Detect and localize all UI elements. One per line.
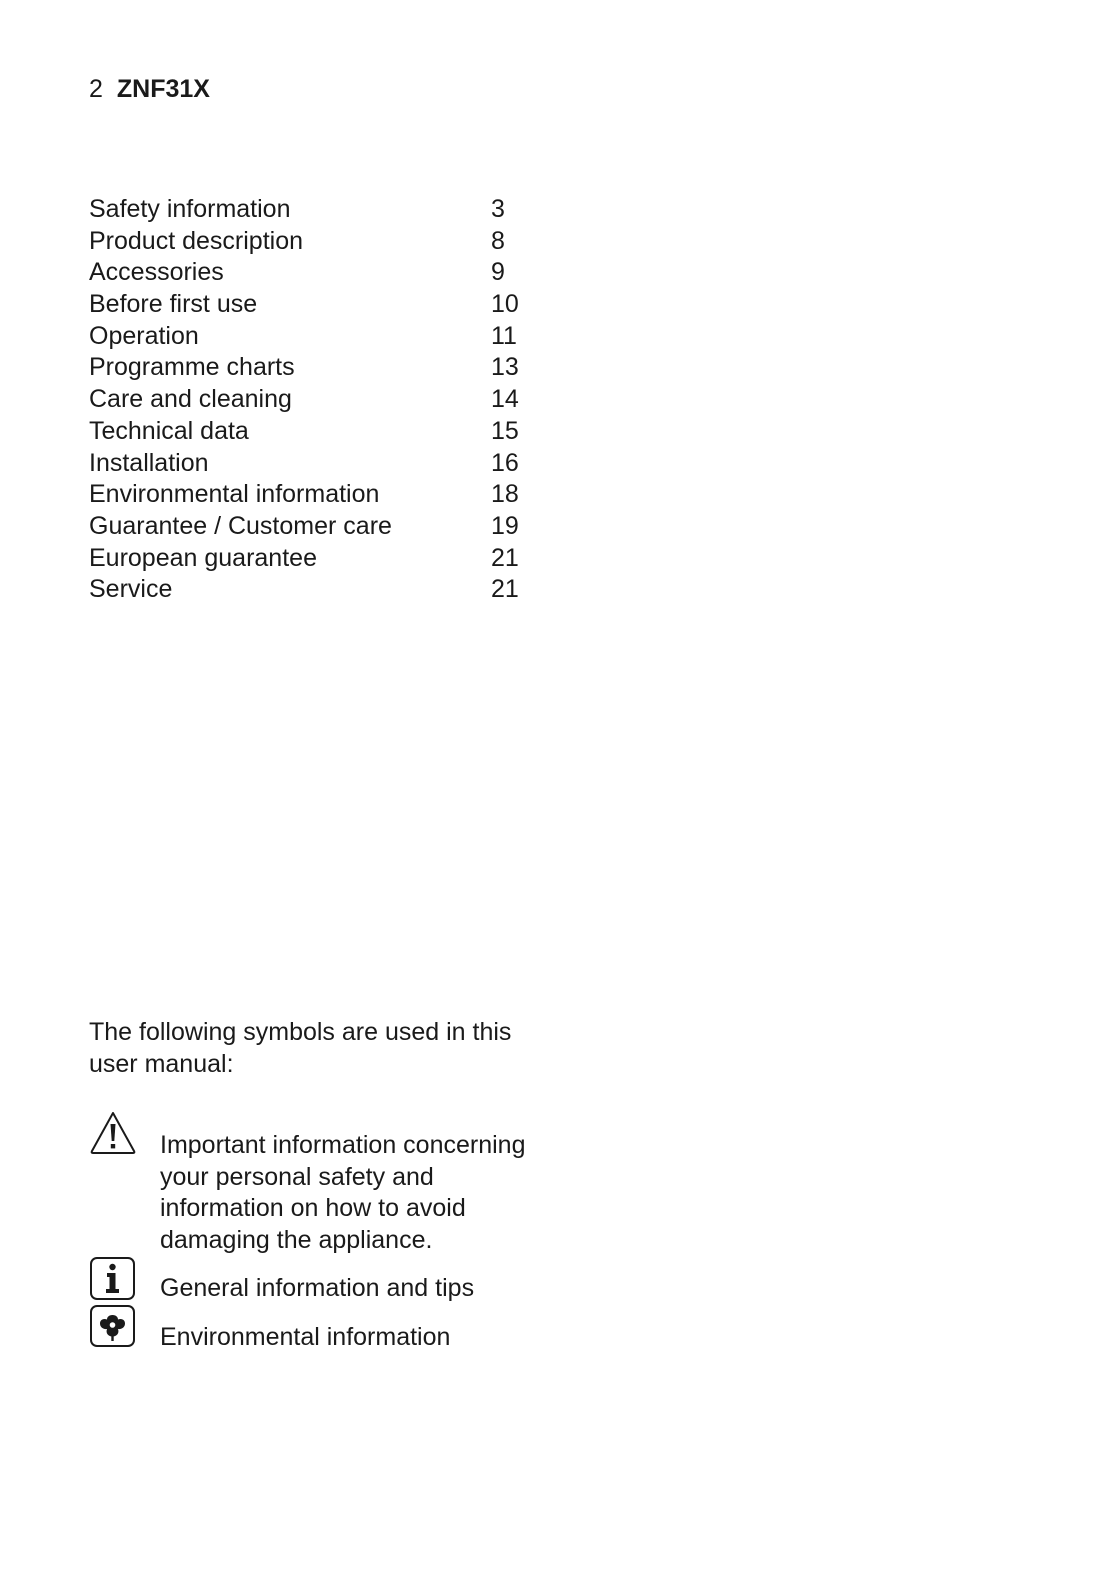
model-name: ZNF31X: [116, 75, 210, 103]
symbol-warning-text: Important information concerning your personal safety and information on how to avoid damaging the appliance.: [160, 1131, 526, 1255]
symbols-intro: The following symbols are used in this user manual:: [89, 1018, 512, 1078]
toc-entry[interactable]: [89, 352, 549, 384]
toc-entry-title: Service: [89, 575, 173, 604]
toc-entry[interactable]: [89, 511, 549, 543]
toc-entry[interactable]: [89, 289, 549, 321]
toc-entry-page: 18: [491, 480, 519, 509]
toc-entry-title: Care and cleaning: [89, 385, 292, 414]
toc-entry-title: Operation: [89, 321, 199, 350]
toc-entry-page: 21: [491, 543, 519, 572]
toc-entry-page: 13: [491, 353, 519, 382]
toc-entry-page: 8: [491, 226, 505, 255]
toc-entry[interactable]: [89, 479, 549, 511]
toc-entry-title: Guarantee / Customer care: [89, 511, 392, 540]
toc-entry[interactable]: [89, 194, 549, 226]
toc-entry-page: 10: [491, 290, 519, 319]
symbol-environment-text: Environmental information: [160, 1323, 451, 1351]
toc-entry-page: 16: [491, 448, 519, 477]
toc-entry[interactable]: [89, 416, 549, 448]
toc-entry-title: Programme charts: [89, 353, 295, 382]
toc-entry-title: Installation: [89, 448, 209, 477]
toc-entry[interactable]: [89, 226, 549, 258]
toc-entry-page: 3: [491, 195, 505, 223]
environment-icon: [89, 1304, 137, 1350]
toc-entry[interactable]: [89, 574, 549, 606]
toc-entry-title: Safety information: [89, 195, 291, 223]
info-icon: [89, 1256, 137, 1302]
toc-entry-title: Before first use: [89, 290, 258, 319]
toc-entry-page: 21: [491, 575, 519, 604]
toc-entry-page: 11: [491, 321, 517, 350]
toc-entry-title: Accessories: [89, 258, 224, 287]
table-of-contents: [89, 194, 549, 606]
toc-entry-page: 19: [491, 511, 519, 540]
toc-entry[interactable]: [89, 321, 549, 353]
toc-entry-title: Technical data: [89, 416, 249, 445]
warning-triangle-icon: [89, 1110, 137, 1156]
toc-entry[interactable]: [89, 257, 549, 289]
toc-entry-title: Environmental information: [89, 480, 380, 509]
toc-entry-title: Product description: [89, 226, 304, 255]
toc-entry[interactable]: [89, 543, 549, 575]
symbol-info-text: General information and tips: [160, 1274, 475, 1302]
toc-entry-page: 9: [491, 258, 505, 287]
toc-entry[interactable]: [89, 384, 549, 416]
toc-entry[interactable]: [89, 448, 549, 480]
toc-entry-page: 15: [491, 416, 519, 445]
toc-entry-page: 14: [491, 385, 519, 414]
toc-entry-title: European guarantee: [89, 543, 317, 572]
page-number: 2: [89, 75, 103, 103]
page-header: [89, 74, 210, 104]
